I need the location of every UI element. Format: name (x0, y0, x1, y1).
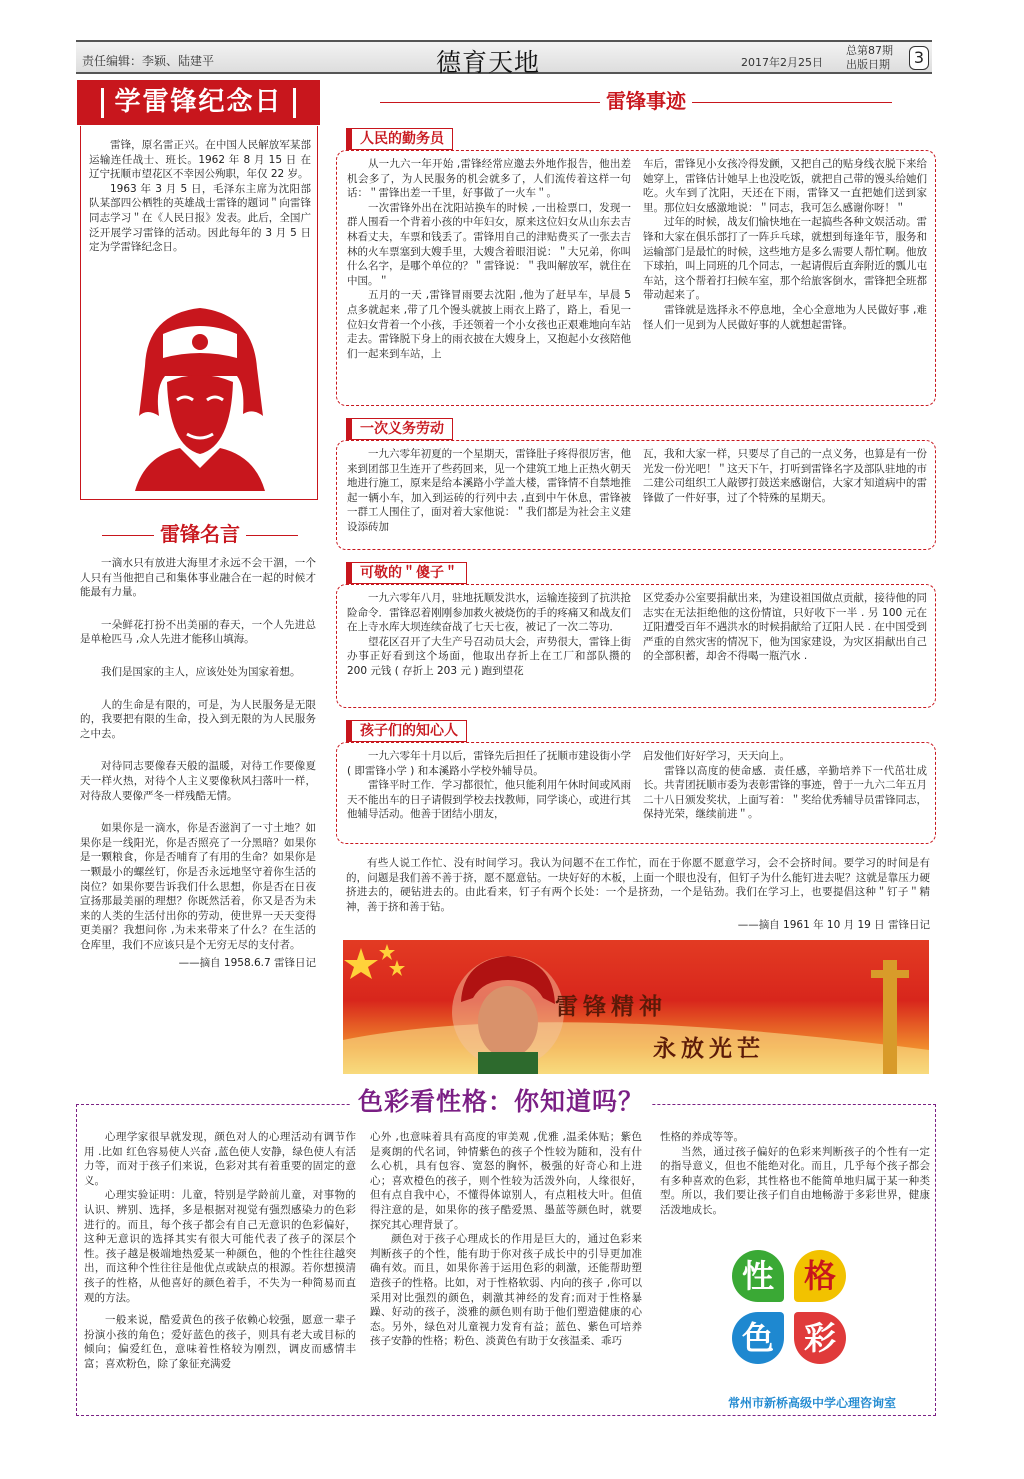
deeds-box-1 (336, 150, 936, 406)
color-logo (730, 1246, 850, 1370)
quote-item: 一滴水只有放进大海里才永远不会干涸，一个人只有当他把自己和集体事业融合在一起的时候才能最有力量。 (80, 557, 316, 599)
section-tag: 孩子们的知心人 (346, 720, 467, 742)
memorial-title-bar (77, 80, 320, 125)
text-paragraph: 性格的养成等等。 (660, 1131, 744, 1143)
text-paragraph: 启发他们好好学习，天天向上。 (643, 750, 790, 762)
deeds-box-2 (336, 440, 936, 550)
text-paragraph: 瓦，我和大家一样，只要尽了自己的一点义务，也算是有一份光发一份光吧！＂这天下午，打听到雷锋名字及部队驻地的市二建公司组织工人敲锣打鼓送来感谢信，大家才知道病中的雷锋做了一件好事，过了个特殊的星期天。 (643, 448, 927, 504)
text-paragraph: 心理实验证明：儿童，特别是学龄前儿童，对事物的认识、辨别、选择，多是根据对视觉有强烈感染力的色彩进行的。而且，每个孩子都会有自己无意识的色彩偏好，这种无意识的选择其实有很大可能代表了孩子的深层个性。孩子越是极端地热爱某一种颜色，他的个性往往越突出，而这种个性往往是他优点或缺点的根源。若你想摸清孩子的性格，从他喜好的颜色着手，不失为一种简易而直观的方法。 (84, 1189, 356, 1304)
text-paragraph: 一般来说，酷爱黄色的孩子依赖心较强，愿意一辈子扮演小孩的角色；爱好蓝色的孩子，则具有老大或目标的倾向；偏爱红色，意味着性格较为刚烈，调皮而感情丰富；喜欢粉色，除了象征充满爱 (84, 1314, 356, 1370)
text-paragraph: 一次雷锋外出在沈阳站换车的时候 ,一出检票口，发现一群人围看一个背着小孩的中年妇女，原来这位妇女从山东去吉林看丈夫，车票和钱丢了。雷锋用自己的津贴费买了一张去吉林的火车票塞到大嫂手里，大嫂含着眼泪说：＂大兄弟，你叫什么名字，是哪个单位的？＂雷锋说：＂我叫解放军，就住在中国。＂ (347, 201, 631, 287)
logo-char: 彩 (794, 1312, 846, 1364)
text-paragraph: 雷锋就是选择永不停息地，全心全意地为人民做好事 ,难怪人们一见到为人民做好事的人就想起雷锋。 (643, 303, 927, 331)
text-paragraph: 心外 ,也意味着具有高度的审美观 ,优雅 ,温柔体贴；紫色是爽朗的代名词，钟情紫色的孩子个性较为随和，没有什么心机，具有包容、宽怒的胸怀，极强的好奇心和上进心；喜欢橙色的孩子，则个性较为活泼外向，人缘很好，但有点自我中心，不懂得体谅别人，有点粗枝大叶。但值得注意的是，如果你的孩子酷爱黑、墨蓝等颜色时，就要探究其心理背景了。 (370, 1131, 642, 1231)
editors-label: 责任编辑：李颖、陆建平 (82, 54, 215, 68)
diary-text: 有些人说工作忙、没有时间学习。我认为问题不在工作忙，而在于你愿不愿意学习，会不会挤时间。要学习的时间是有的，问题是我们善不善于挤，愿不愿意钻。一块好好的木板，上面一个眼也没有，但钉子为什么能钉进去呢？这就是靠压力硬挤进去的，硬钻进去的。由此看来，钉子有两个长处：一个是挤劲，一个是钻劲。我们在学习上，也要提倡这种＂钉子＂精神，善于挤和善于钻。 (346, 857, 930, 913)
section-tag: 人民的勤务员 (346, 128, 453, 150)
text-paragraph: 从一九六一年开始 ,雷锋经常应邀去外地作报告，他出差机会多了，为人民服务的机会就多了，人们流传着这样一句话：＂雷锋出差一千里，好事做了一火车＂。 (347, 158, 631, 200)
quote-item: 一朵鲜花打扮不出美丽的春天，一个人先进总是单枪匹马 ,众人先进才能移山填海。 (80, 618, 316, 646)
quotes-source: ——摘自 1958.6.7 雷锋日记 (178, 957, 316, 970)
text-paragraph: 颜色对于孩子心理成长的作用是巨大的，通过色彩来判断孩子的个性，能有助于你对孩子成长中的引导更加准确有效。而且，如果你善于运用色彩的刺激，还能帮助塑造孩子的性格。比如，对于性格软弱、内向的孩子 ,你可以采用对比强烈的颜色，刺激其神经的发育;而对于性格暴躁、好动的孩子，淡雅的颜色则有助于他们塑造健康的心态。另外，绿色对儿童视力发育有益；蓝色、紫色可培养孩子安静的性格；粉色、淡黄色有助于女孩温柔、乖巧 (370, 1233, 642, 1348)
text-paragraph: 心理学家很早就发现，颜色对人的心理活动有调节作用 .比如 红色容易使人兴奋 ,蓝色使人安静，绿色使人有活力等，而对于孩子们来说，色彩对其有着重要的固定的意义。 (84, 1131, 356, 1187)
text-paragraph: 车后，雷锋见小女孩冷得发颤，又把自己的贴身线衣脱下来给她穿上，雷锋估计她早上也没吃饭，就把自己带的馒头给她们吃。火车到了沈阳，天还在下雨，雷锋又一直把她们送到家里。那位妇女感激地说：＂同志，我可怎么感谢你呀！＂ (643, 158, 927, 214)
lei-feng-portrait-icon (125, 296, 275, 491)
color-column-3 (660, 1130, 930, 1218)
text-paragraph: 一九六零年八月，驻地抚顺发洪水，运输连接到了抗洪抢险命令．雷锋忍着刚刚参加救火被烧伤的手的疼痛又和战友们在上寺水库大坝连续奋战了七天七夜，被记了一次二等功． (347, 592, 631, 634)
issue-date-label: 出版日期 (846, 58, 890, 71)
logo-char: 格 (794, 1250, 846, 1302)
banner-line-2: 永放光芒 (653, 1036, 765, 1062)
issue-total: 总第87期 (846, 44, 893, 57)
page-number: 3 (909, 46, 929, 70)
section-tag: 可敬的＂傻子＂ (346, 562, 467, 584)
deeds-box-4 (336, 742, 936, 844)
banner-line-1: 雷锋精神 (555, 994, 667, 1020)
text-paragraph: 雷锋以高度的使命感．责任感，辛勤培养下一代茁壮成长。共青团抚顺市委为表彰雷锋的事迹，曾于一九六二年五月二十八日颁发奖状，上面写着：＂奖给优秀辅导员雷锋同志，保持光荣，继续前进＂。 (643, 764, 927, 821)
publish-date: 2017年2月25日 (741, 56, 823, 69)
quote-item: 人的生命是有限的，可是，为人民服务是无限的，我要把有限的生命，投入到无限的为人民服务之中去。 (80, 698, 316, 740)
issue-info (846, 44, 893, 72)
quote-item: 如果你是一滴水，你是否滋润了一寸土地？如果你是一线阳光，你是否照亮了一分黑暗？如果你是一颗粮食，你是否哺育了有用的生命？如果你是一颗最小的螺丝钉，你是否永远地坚守着你生活的岗位？如果你要告诉我们什么思想，你是否在日夜宣扬那最美丽的理想？你既然活着，你又是否为未来的人类的生活付出你的劳动，使世界一天天变得更美丽？我想问你 ,为未来带来了什么？在生活的仓库里，我们不应该只是个无穷无尽的支付者。 (80, 822, 316, 951)
memorial-paragraph: 1963 年 3 月 5 日，毛泽东主席为沈阳部队某部四公栖牲的英雄战士雷锋的题词＂向雷锋同志学习＂在《人民日报》发表。此后，全国广泛开展学习雷锋的活动。因此每年的 3 月 5 日定为学雷锋纪念日。 (89, 182, 311, 254)
quotes-section-title (80, 518, 320, 547)
deeds-box-3 (336, 584, 936, 708)
page-header (76, 40, 932, 77)
diary-source: ——摘自 1961 年 10 月 19 日 雷锋日记 (737, 919, 930, 932)
quote-item: 对待同志要像春天般的温暖，对待工作要像夏天一样火热，对待个人主义要像秋风扫落叶一样，对待敌人要像严冬一样残酷无情。 (80, 760, 316, 802)
color-column-1 (84, 1130, 356, 1372)
page-title: 德育天地 (436, 48, 541, 77)
quotes-list (80, 556, 316, 971)
memorial-box (80, 126, 318, 500)
counseling-room-label: 常州市新桥高级中学心理咨询室 (728, 1396, 897, 1410)
logo-char: 性 (732, 1250, 784, 1302)
text-paragraph: 当然，通过孩子偏好的色彩来判断孩子的个性有一定的指导意义，但也不能绝对化。而且，几乎每个孩子都会有多种喜欢的色彩，其性格也不能简单地归属于某一种类型。所以，我们要让孩子们自由地畅游于多彩世界，健康活泼地成长。 (660, 1145, 930, 1216)
memorial-title: 学雷锋纪念日 (114, 87, 283, 117)
text-paragraph: 望花区召开了大生产号召动员大会，声势很大，雷锋上街办事正好看到这个场面，他取出存折上在工厂和部队攒的 200 元钱 ( 存折上 203 元 ) 跑到望花 (347, 635, 631, 677)
text-paragraph: 一九六零年初夏的一个星期天，雷锋肚子疼得很厉害，他来到团部卫生连开了些药回来，见一个建筑工地上正热火朝天地进行施工，原来是给本溪路小学盖大楼，雷锋情不自禁地推起一辆小车，加入到运砖的行列中去 ,直到中午休息，雷锋被一群工人围住了，面对着大家他说：＂我们都是为社会主义建设添砖加 (347, 448, 631, 533)
diary-excerpt (346, 856, 930, 933)
text-paragraph: 五月的一天 ,雷锋冒雨要去沈阳 ,他为了赶早车，早晨 5 点多就起来 ,带了几个馒头就披上雨衣上路了，路上，看见一位妇女背着一个小孩，手还领着一个小女孩也正艰难地向车站走去。雷锋脱下身上的雨衣披在大嫂身上，又抱起小女孩陪他们一起来到车站，上 (347, 289, 631, 360)
lei-feng-banner (343, 940, 929, 1074)
section-tag: 一次义务劳动 (346, 418, 453, 440)
deeds-section-title (336, 85, 936, 114)
quote-item: 我们是国家的主人，应该处处为国家着想。 (101, 665, 301, 678)
text-paragraph: 过年的时候，战友们愉快地在一起搞些各种文娱活动。雷锋和大家在俱乐部打了一阵乒乓球，就想到每逢年节，服务和运输部门是最忙的时候，这些地方是多么需要人帮忙啊。他放下球拍，叫上同班的几个同志，一起请假后直奔附近的瓢儿屯车站，这个帮着打扫候车室，那个给旅客倒水，雷锋把全班都带动起来了。 (643, 216, 927, 302)
memorial-paragraph: 雷锋，原名雷正兴。在中国人民解放军某部运输连任战士、班长。1962 年 8 月 15 日 在辽宁抚顺市望花区不幸因公殉职，年仅 22 岁。 (89, 139, 311, 181)
deeds-title: 雷锋事迹 (606, 89, 686, 113)
logo-char: 色 (732, 1312, 784, 1364)
text-paragraph: 区党委办公室要捐献出来，为建设祖国做点贡献，接待他的同志实在无法拒绝他的这份情谊，只好收下一半 . 另 100 元在辽阳遭受百年不遇洪水的时候捐献给了辽阳人民 . 在中国受到严重的自然灾害的情况下，他为国家建设，为灾区捐献出自己的全部积蓄，却舍不得喝一瓶汽水 . (643, 592, 927, 663)
text-paragraph: 一九六零年十月以后，雷锋先后担任了抚顺市建设街小学 ( 即雷锋小学 ) 和本溪路小学校外辅导员。 (347, 750, 631, 777)
color-section-title: 色彩看性格：你知道吗？ (350, 1082, 652, 1118)
color-column-2 (370, 1130, 642, 1349)
quotes-title: 雷锋名言 (160, 522, 240, 546)
text-paragraph: 雷锋平时工作．学习都很忙，他只能利用午休时间或风雨天不能出车的日子请假到学校去找教师，同学谈心，或进行其他辅导活动。他善于团结小朋友， (347, 779, 631, 821)
